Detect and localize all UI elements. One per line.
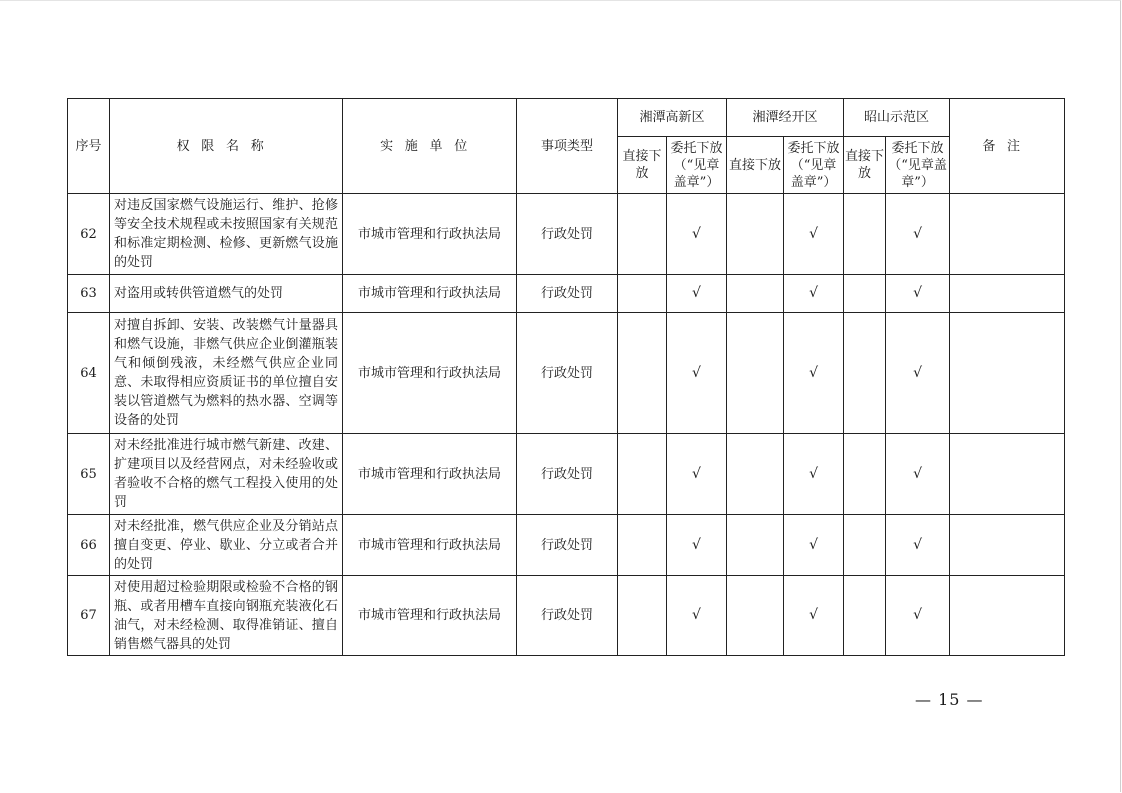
row-remark [950,313,1065,434]
header-z1-direct: 直接下放 [618,137,667,194]
header-z3-direct: 直接下放 [844,137,886,194]
header-zone-zhaoshan: 昭山示范区 [844,99,950,137]
row-unit: 市城市管理和行政执法局 [343,434,517,515]
row-z3-direct [844,576,886,656]
row-z2-entrust: √ [784,313,844,434]
row-seq: 64 [68,313,110,434]
row-z3-direct [844,515,886,576]
row-z2-direct [727,434,784,515]
row-name: 对违反国家燃气设施运行、维护、抢修等安全技术规程或未按照国家有关规范和标准定期检测、检修、更新燃气设施的处罚 [110,194,343,275]
row-z3-direct [844,275,886,313]
row-seq: 65 [68,434,110,515]
row-z3-entrust: √ [886,194,950,275]
row-remark [950,576,1065,656]
row-z2-direct [727,313,784,434]
row-z2-entrust: √ [784,194,844,275]
row-name: 对未经批准，燃气供应企业及分销站点擅自变更、停业、歇业、分立或者合并的处罚 [110,515,343,576]
row-type: 行政处罚 [517,576,618,656]
row-unit: 市城市管理和行政执法局 [343,194,517,275]
row-z1-entrust: √ [667,576,727,656]
row-z1-direct [618,434,667,515]
header-zone-xiangtan-economic: 湘潭经开区 [727,99,844,137]
row-name: 对盗用或转供管道燃气的处罚 [110,275,343,313]
row-remark [950,275,1065,313]
row-z3-entrust: √ [886,313,950,434]
header-z2-entrust: 委托下放（“见章盖章”） [784,137,844,194]
table-row [68,515,1065,576]
row-z1-direct [618,515,667,576]
header-zone-xiangtan-hightech: 湘潭高新区 [618,99,727,137]
row-z3-direct [844,434,886,515]
row-z1-direct [618,313,667,434]
row-z1-entrust: √ [667,275,727,313]
row-name: 对使用超过检验期限或检验不合格的钢瓶、或者用槽车直接向钢瓶充装液化石油气，对未经检测、取得准销证、擅自销售燃气器具的处罚 [110,576,343,656]
row-z2-entrust: √ [784,434,844,515]
table-header [68,99,1065,194]
row-z2-entrust: √ [784,576,844,656]
table-row [68,275,1065,313]
row-unit: 市城市管理和行政执法局 [343,576,517,656]
row-z2-direct [727,515,784,576]
row-remark [950,515,1065,576]
table-row [68,434,1065,515]
row-unit: 市城市管理和行政执法局 [343,313,517,434]
row-z1-entrust: √ [667,515,727,576]
row-type: 行政处罚 [517,194,618,275]
row-unit: 市城市管理和行政执法局 [343,515,517,576]
row-z1-entrust: √ [667,313,727,434]
row-z1-direct [618,275,667,313]
row-z3-entrust: √ [886,275,950,313]
header-type: 事项类型 [517,99,618,194]
row-seq: 62 [68,194,110,275]
row-unit: 市城市管理和行政执法局 [343,275,517,313]
header-z3-entrust: 委托下放（“见章盖章”） [886,137,950,194]
header-unit: 实施单位 [343,99,517,194]
row-z2-direct [727,576,784,656]
row-z1-direct [618,576,667,656]
row-z1-entrust: √ [667,194,727,275]
row-seq: 63 [68,275,110,313]
row-z1-entrust: √ [667,434,727,515]
header-remark: 备注 [950,99,1065,194]
row-z2-direct [727,194,784,275]
row-name: 对擅自拆卸、安装、改装燃气计量器具和燃气设施，非燃气供应企业倒灌瓶装气和倾倒残液，未经燃气供应企业同意、未取得相应资质证书的单位擅自安装以管道燃气为燃料的热水器、空调等设备的处罚 [110,313,343,434]
row-z3-entrust: √ [886,434,950,515]
row-z2-entrust: √ [784,275,844,313]
table-body [68,194,1065,656]
row-z3-entrust: √ [886,576,950,656]
row-type: 行政处罚 [517,275,618,313]
table-row [68,576,1065,656]
authority-table [67,98,1065,656]
header-seq: 序号 [68,99,110,194]
table-row [68,313,1065,434]
header-name: 权限名称 [110,99,343,194]
row-seq: 66 [68,515,110,576]
page-number: — 15 — [915,690,984,709]
row-remark [950,194,1065,275]
row-z3-direct [844,194,886,275]
row-type: 行政处罚 [517,313,618,434]
header-z1-entrust: 委托下放（“见章盖章”） [667,137,727,194]
row-type: 行政处罚 [517,434,618,515]
row-z2-direct [727,275,784,313]
row-type: 行政处罚 [517,515,618,576]
table-row [68,194,1065,275]
row-remark [950,434,1065,515]
row-name: 对未经批准进行城市燃气新建、改建、扩建项目以及经营网点，对未经验收或者验收不合格的燃气工程投入使用的处罚 [110,434,343,515]
row-seq: 67 [68,576,110,656]
row-z3-direct [844,313,886,434]
row-z1-direct [618,194,667,275]
row-z3-entrust: √ [886,515,950,576]
header-z2-direct: 直接下放 [727,137,784,194]
row-z2-entrust: √ [784,515,844,576]
